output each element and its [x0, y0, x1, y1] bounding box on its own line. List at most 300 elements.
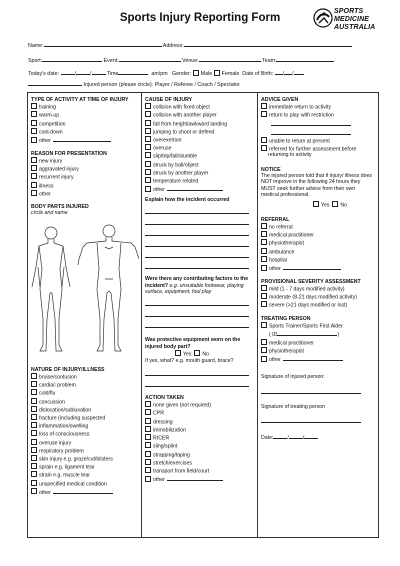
- signature-injured-label: Signature of injured person:: [261, 373, 325, 380]
- reason-list: [31, 157, 139, 198]
- reason-item: [31, 165, 139, 173]
- referral-checkbox[interactable]: [261, 231, 267, 237]
- severity-label: severe (>21 days modified or lost): [269, 302, 348, 309]
- nature-list: [31, 373, 139, 497]
- body-parts-title: BODY PARTS INJURED: [31, 203, 89, 210]
- nature-label: sprain e.g. ligament tear: [39, 464, 95, 471]
- action-other-field[interactable]: [167, 475, 223, 481]
- referral-checkbox[interactable]: [261, 256, 267, 262]
- body-back-figure: [78, 225, 139, 351]
- dob-label: Date of Birth:: [242, 71, 274, 77]
- severity-checkbox[interactable]: [261, 301, 267, 307]
- treating-item: [261, 355, 375, 364]
- notice-text: The injured person told that if injury/ illness does NOT improve in the following 24 hours they MUST seek further advice from their own medical professional.: [261, 173, 373, 199]
- nature-checkbox[interactable]: [31, 439, 37, 445]
- activity-other-field[interactable]: [53, 136, 111, 142]
- reason-item: [31, 157, 139, 165]
- sport-label: Sport:: [28, 58, 43, 64]
- nature-item: [31, 422, 139, 430]
- nature-label: other: [39, 489, 51, 496]
- nature-item: [31, 455, 139, 463]
- event-label: Event:: [103, 58, 119, 64]
- activity-checkbox[interactable]: [31, 128, 37, 134]
- activity-checkbox[interactable]: [31, 111, 37, 117]
- nature-label: bruise/contusion: [39, 374, 77, 381]
- nature-other-field[interactable]: [53, 488, 113, 494]
- treating-id-close: ): [337, 332, 340, 339]
- nature-label: fracture (including suspected: [39, 415, 106, 422]
- name-label: Name:: [28, 43, 44, 49]
- advice2-checkbox[interactable]: [261, 145, 267, 151]
- severity-label: moderate (8-21 days modified activity): [269, 294, 357, 301]
- notice-yes-no: [261, 201, 375, 209]
- equipment-yes-label: Yes: [183, 351, 192, 358]
- advice2-item: [261, 137, 375, 145]
- time-label: Time: [106, 71, 119, 77]
- male-checkbox[interactable]: [193, 70, 199, 76]
- reason-label: recurrent injury: [39, 174, 74, 181]
- action-label: transport from field/court: [153, 468, 210, 475]
- activity-checkbox[interactable]: [31, 137, 37, 143]
- date-signed-month[interactable]: [289, 433, 303, 439]
- signature-treating-field[interactable]: [261, 410, 361, 423]
- cause-checkbox[interactable]: [145, 111, 151, 117]
- referral-label: no referral: [269, 224, 293, 231]
- activity-list: [31, 103, 139, 145]
- cause-item: [145, 185, 255, 194]
- treating-label: Sports Trainer/Sports First Aider: [269, 323, 343, 330]
- severity-label: mild (1 - 7 days modified activity): [269, 286, 345, 293]
- logo-line-3: AUSTRALIA: [334, 24, 376, 31]
- name-field[interactable]: [44, 41, 162, 47]
- nature-checkbox[interactable]: [31, 389, 37, 395]
- nature-checkbox[interactable]: [31, 480, 37, 486]
- action-label: other: [153, 477, 165, 484]
- cause-label: slip/trip/fall/stumble: [153, 153, 198, 160]
- action-checkbox[interactable]: [145, 476, 151, 482]
- advice-list-1: [261, 103, 375, 119]
- date-row: Today's date: / / Time am/pm Gender: Male Female Date of Birth: / /: [28, 69, 304, 77]
- date-signed-row: Date: / /: [261, 433, 375, 442]
- activity-label: other: [39, 138, 51, 145]
- referral-item: [261, 256, 375, 264]
- reason-label: new injury: [39, 158, 63, 165]
- body-diagram[interactable]: [31, 219, 139, 363]
- cause-label: overuse: [153, 145, 172, 152]
- date-year-field[interactable]: [92, 69, 106, 75]
- referral-checkbox[interactable]: [261, 223, 267, 229]
- reason-label: aggravated injury: [39, 166, 79, 173]
- severity-list: [261, 285, 375, 309]
- cause-item: [145, 161, 255, 169]
- nature-checkbox[interactable]: [31, 414, 37, 420]
- action-item: [145, 467, 255, 475]
- action-checkbox[interactable]: [145, 459, 151, 465]
- notice-title: NOTICE: [261, 166, 281, 173]
- action-checkbox[interactable]: [145, 434, 151, 440]
- cause-item: [145, 111, 255, 119]
- injured-person-label: Injured person (please circle): Player / Referee / Coach / Spectator: [83, 82, 240, 88]
- nature-item: [31, 439, 139, 447]
- date-day-field[interactable]: [61, 69, 75, 75]
- body-front-figure: [32, 227, 70, 351]
- nature-label: overuse injury: [39, 440, 72, 447]
- action-item: [145, 451, 255, 459]
- cause-checkbox[interactable]: [145, 144, 151, 150]
- address-field[interactable]: [184, 41, 352, 47]
- gender-label: Gender:: [172, 71, 192, 77]
- activity-label: competition: [39, 121, 66, 128]
- column-1: [31, 97, 139, 497]
- cause-title: CAUSE OF INJURY: [145, 97, 193, 103]
- treating-item: [261, 339, 375, 347]
- cause-checkbox[interactable]: [145, 103, 151, 109]
- action-checkbox[interactable]: [145, 426, 151, 432]
- advice1-label: return to play with restriction: [269, 112, 334, 119]
- cause-label: overexertion: [153, 137, 182, 144]
- female-label: Female: [221, 71, 240, 77]
- action-label: strapping/taping: [153, 452, 190, 458]
- dob-year-field[interactable]: [294, 69, 304, 75]
- contrib-question: Were there any contributing factors to the incident?: [145, 276, 249, 289]
- cause-checkbox[interactable]: [145, 186, 151, 192]
- date-month-field[interactable]: [76, 69, 90, 75]
- todays-date-label: Today's date:: [28, 71, 60, 77]
- ampm-label: am/pm: [151, 71, 168, 77]
- activity-label: training: [39, 104, 57, 111]
- referral-label: ambulance: [269, 249, 295, 256]
- action-label: stretch/exercises: [153, 460, 192, 467]
- referral-item: [261, 248, 375, 256]
- referral-checkbox[interactable]: [261, 248, 267, 254]
- sma-logo-icon: [312, 7, 334, 29]
- action-item: [145, 434, 255, 442]
- nature-label: unspecified medical condition: [39, 481, 107, 488]
- nature-item: [31, 471, 139, 479]
- treating-other-field[interactable]: [283, 355, 343, 361]
- nature-item: [31, 480, 139, 488]
- treating-checkbox[interactable]: [261, 322, 267, 328]
- contrib-lines[interactable]: [145, 295, 255, 328]
- reason-checkbox[interactable]: [31, 182, 37, 188]
- action-list: [145, 401, 255, 484]
- action-checkbox[interactable]: [145, 467, 151, 473]
- date-signed-day[interactable]: [273, 433, 287, 439]
- cause-label: struck by ball/object: [153, 162, 199, 169]
- treating-item: [261, 322, 375, 330]
- cause-checkbox[interactable]: [145, 120, 151, 126]
- cause-checkbox[interactable]: [145, 177, 151, 183]
- action-item: [145, 459, 255, 467]
- referral-title: REFERRAL: [261, 216, 290, 223]
- treating-label: medical practitioner: [269, 340, 314, 347]
- reason-item: [31, 190, 139, 198]
- cause-checkbox[interactable]: [145, 128, 151, 134]
- dob-month-field[interactable]: [284, 69, 292, 75]
- nature-item: [31, 406, 139, 414]
- action-checkbox[interactable]: [145, 418, 151, 424]
- referral-checkbox[interactable]: [261, 239, 267, 245]
- cause-label: collision with fixed object: [153, 104, 210, 111]
- reason-label: other: [39, 191, 51, 198]
- advice1-label: immediate return to activity: [269, 104, 331, 111]
- cause-item: [145, 136, 255, 144]
- severity-checkbox[interactable]: [261, 285, 267, 291]
- treating-item: [261, 347, 375, 355]
- treating-label: physiotherapist: [269, 348, 304, 355]
- treating-label: other: [269, 357, 281, 364]
- venue-field[interactable]: [199, 56, 261, 62]
- severity-title: PROVISIONAL SEVERITY ASSESSMENT: [261, 278, 361, 285]
- form-title: Sports Injury Reporting Form: [119, 12, 281, 24]
- referral-label: physiotherapist: [269, 240, 304, 247]
- contrib-example: e.g. unsuitable footwear, playing surface, equipment, foul play: [145, 282, 244, 295]
- advice1-item: [261, 103, 375, 111]
- reason-item: [31, 182, 139, 190]
- event-field[interactable]: [119, 56, 181, 62]
- cause-item: [145, 103, 255, 111]
- action-checkbox[interactable]: [145, 451, 151, 457]
- reason-item: [31, 173, 139, 181]
- reason-checkbox[interactable]: [31, 165, 37, 171]
- advice1-checkbox[interactable]: [261, 111, 267, 117]
- referral-checkbox[interactable]: [261, 265, 267, 271]
- cause-label: fall from height/awkward landing: [153, 121, 228, 128]
- nature-label: loss of consciousness: [39, 431, 90, 438]
- cause-label: collision with another player: [153, 112, 217, 119]
- treating-id-label: ( ID: [269, 332, 278, 339]
- severity-checkbox[interactable]: [261, 293, 267, 299]
- reason-title: REASON FOR PRESENTATION: [31, 150, 107, 157]
- protective-equipment: [145, 337, 253, 350]
- nature-item: [31, 381, 139, 389]
- team-label: Team:: [262, 58, 277, 64]
- cause-item: [145, 152, 255, 160]
- nature-checkbox[interactable]: [31, 406, 37, 412]
- nature-item: [31, 373, 139, 381]
- action-label: sling/splint: [153, 443, 178, 450]
- severity-item: [261, 285, 375, 293]
- nature-title: NATURE OF INJURY/ILLNESS: [31, 366, 105, 373]
- date-signed-label: Date:: [261, 435, 274, 442]
- nature-checkbox[interactable]: [31, 463, 37, 469]
- injured-person-field[interactable]: [28, 80, 82, 86]
- equipment-lines[interactable]: [145, 365, 255, 387]
- cause-checkbox[interactable]: [145, 136, 151, 142]
- nature-item: [31, 488, 139, 497]
- referral-label: medical practitioner: [269, 232, 314, 239]
- sport-row: [28, 56, 334, 64]
- nature-checkbox[interactable]: [31, 488, 37, 494]
- cause-item: [145, 169, 255, 177]
- referral-item: [261, 264, 375, 273]
- equipment-yes-no: [145, 350, 255, 358]
- signature-injured-field[interactable]: [261, 381, 361, 394]
- explain-lines[interactable]: [145, 203, 255, 269]
- logo-line-1: SPORTS: [334, 8, 364, 15]
- nature-checkbox[interactable]: [31, 398, 37, 404]
- activity-label: warm-up: [39, 112, 60, 119]
- activity-checkbox[interactable]: [31, 103, 37, 109]
- treating-checkbox[interactable]: [261, 339, 267, 345]
- date-signed-year[interactable]: [304, 433, 318, 439]
- nature-label: strain e.g. muscle tear: [39, 472, 91, 479]
- nature-item: [31, 398, 139, 406]
- nature-checkbox[interactable]: [31, 373, 37, 379]
- reason-label: illness: [39, 183, 54, 190]
- activity-title: TYPE OF ACTIVITY AT TIME OF INJURY: [31, 97, 129, 103]
- nature-item: [31, 430, 139, 438]
- notice-no-checkbox[interactable]: [332, 201, 338, 207]
- cause-label: other: [153, 187, 165, 194]
- severity-item: [261, 301, 375, 309]
- action-item: [145, 475, 255, 484]
- cause-checkbox[interactable]: [145, 152, 151, 158]
- equipment-question: Was protective equipment worn on the injured body part?: [145, 337, 241, 350]
- equipment-no-checkbox[interactable]: [194, 350, 200, 356]
- referral-item: [261, 223, 375, 231]
- column-divider-2: [257, 92, 258, 537]
- referral-label: hospital: [269, 257, 287, 264]
- female-checkbox[interactable]: [214, 70, 220, 76]
- cause-other-field[interactable]: [167, 185, 223, 191]
- notice-yes-checkbox[interactable]: [313, 201, 319, 207]
- injured-person-row: [28, 80, 240, 88]
- activity-checkbox[interactable]: [31, 120, 37, 126]
- advice2-label: unable to return at present: [269, 138, 330, 145]
- nature-checkbox[interactable]: [31, 422, 37, 428]
- referral-list: [261, 223, 375, 273]
- equipment-followup: If yes, what? e.g. mouth guard, brace?: [145, 358, 234, 365]
- nature-label: cold/flu: [39, 390, 56, 397]
- referral-item: [261, 231, 375, 239]
- name-row: [28, 41, 352, 49]
- signature-treating-label: Signature of treating person: [261, 403, 326, 410]
- advice-list-2: [261, 137, 375, 159]
- cause-item: [145, 128, 255, 136]
- venue-label: Venue:: [182, 58, 199, 64]
- activity-item: [31, 120, 139, 128]
- severity-item: [261, 293, 375, 301]
- advice2-label: referred for further assessment before returning to activity: [268, 146, 357, 159]
- nature-item: [31, 414, 139, 422]
- column-2: [145, 97, 255, 484]
- action-item: [145, 442, 255, 450]
- nature-label: inflammation/swelling: [39, 423, 89, 430]
- cause-label: temperature related: [153, 178, 199, 185]
- advice-title: ADVICE GIVEN: [261, 97, 299, 103]
- advice2-checkbox[interactable]: [261, 137, 267, 143]
- action-label: RICER: [153, 435, 170, 442]
- advice-restriction-line-2[interactable]: [271, 126, 351, 135]
- advice1-item: [261, 111, 375, 119]
- referral-label: other: [269, 266, 281, 273]
- notice-yes-label: Yes: [321, 202, 330, 209]
- cause-list: [145, 103, 255, 194]
- referral-item: [261, 239, 375, 247]
- sma-logo: [312, 5, 394, 35]
- treating-checkbox[interactable]: [261, 347, 267, 353]
- treating-id-field[interactable]: [277, 330, 340, 339]
- body-parts-subtitle: circle and name: [31, 210, 68, 217]
- nature-checkbox[interactable]: [31, 471, 37, 477]
- action-label: CPR: [153, 410, 164, 417]
- cause-checkbox[interactable]: [145, 161, 151, 167]
- address-label: Address:: [162, 43, 184, 49]
- activity-item: [31, 103, 139, 111]
- nature-checkbox[interactable]: [31, 430, 37, 436]
- reason-checkbox[interactable]: [31, 190, 37, 196]
- cause-checkbox[interactable]: [145, 169, 151, 175]
- nature-checkbox[interactable]: [31, 455, 37, 461]
- male-label: Male: [200, 71, 213, 77]
- activity-label: cool-down: [39, 129, 63, 136]
- action-label: dressing: [153, 419, 173, 426]
- action-checkbox[interactable]: [145, 442, 151, 448]
- nature-checkbox[interactable]: [31, 447, 37, 453]
- action-checkbox[interactable]: [145, 409, 151, 415]
- advice1-checkbox[interactable]: [261, 103, 267, 109]
- action-item: [145, 401, 255, 409]
- column-3: [261, 97, 375, 442]
- cause-label: struck by another player: [153, 170, 209, 177]
- explain-label: Explain how the incident occurred: [145, 196, 230, 203]
- nature-label: respiratory problem: [39, 448, 84, 455]
- advice2-item: [261, 145, 375, 159]
- nature-item: [31, 463, 139, 471]
- cause-item: [145, 120, 255, 128]
- activity-item: [31, 136, 139, 145]
- action-item: [145, 418, 255, 426]
- nature-label: skin injury e.g. graze/cut/blisters: [39, 456, 113, 463]
- treating-list: [261, 322, 375, 364]
- action-item: [145, 426, 255, 434]
- cause-label: jumping to shoot or defend: [153, 129, 215, 136]
- contributing-factors: [145, 276, 253, 295]
- column-divider-1: [141, 92, 142, 537]
- reason-checkbox[interactable]: [31, 157, 37, 163]
- reason-checkbox[interactable]: [31, 173, 37, 179]
- sport-field[interactable]: [42, 56, 102, 62]
- nature-item: [31, 447, 139, 455]
- nature-checkbox[interactable]: [31, 381, 37, 387]
- referral-other-field[interactable]: [283, 264, 341, 270]
- notice-no-label: No: [340, 202, 347, 209]
- nature-label: dislocation/subluxation: [39, 407, 92, 414]
- time-field[interactable]: [118, 69, 148, 75]
- nature-item: [31, 389, 139, 397]
- treating-title: TREATING PERSON: [261, 315, 311, 322]
- treating-checkbox[interactable]: [261, 356, 267, 362]
- activity-item: [31, 111, 139, 119]
- team-field[interactable]: [276, 56, 334, 62]
- cause-item: [145, 144, 255, 152]
- equipment-yes-checkbox[interactable]: [175, 350, 181, 356]
- activity-item: [31, 128, 139, 136]
- action-checkbox[interactable]: [145, 401, 151, 407]
- action-label: immobilization: [153, 427, 186, 434]
- nature-label: concussion: [39, 399, 65, 406]
- treating-id-row: [261, 330, 375, 339]
- action-title: ACTION TAKEN: [145, 395, 184, 402]
- logo-line-2: MEDICINE: [334, 16, 370, 23]
- action-label: none given (not required): [153, 402, 211, 409]
- nature-label: cardiac problem: [39, 382, 76, 389]
- cause-item: [145, 177, 255, 185]
- dob-day-field[interactable]: [275, 69, 283, 75]
- action-item: [145, 409, 255, 417]
- equipment-no-label: No: [202, 351, 209, 358]
